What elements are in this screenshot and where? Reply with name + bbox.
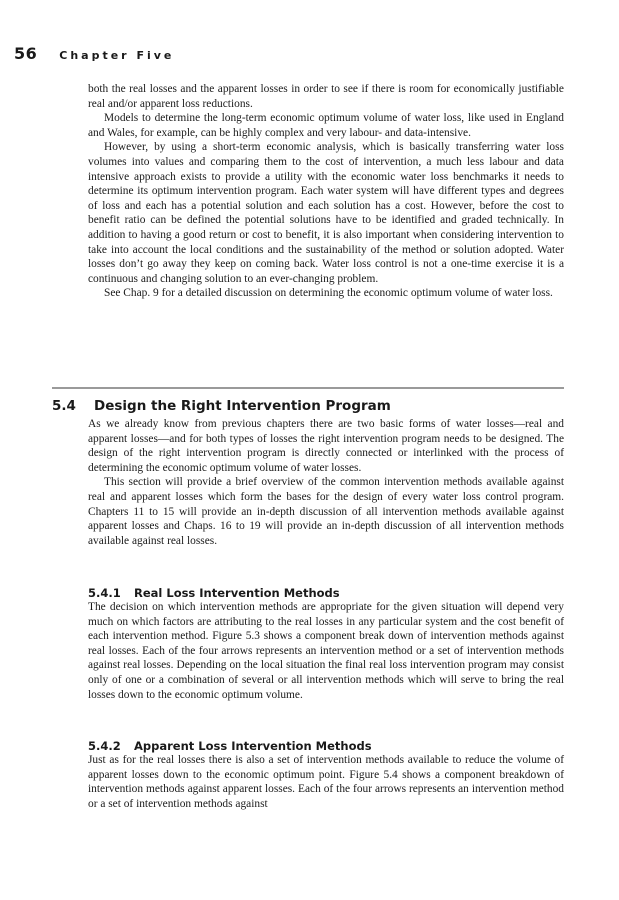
subsection-number: 5.4.1 [88, 586, 121, 600]
section-title: Design the Right Intervention Program [94, 398, 391, 414]
chapter-label: Chapter Five [59, 49, 175, 62]
subsection-heading-5-4-1 [88, 586, 340, 600]
section-heading-5-4 [52, 398, 391, 414]
section-divider [52, 387, 564, 389]
subsection-title: Real Loss Intervention Methods [134, 586, 340, 600]
paragraph: However, by using a short-term economic analysis, which is basically transferring water loss volumes into values and comparing them to the cost of intervention, a much less labour and data intensive approach exists to provide a utility with the economic water loss benchmarks it needs to determine its optimum intervention program. Each water system will have different types and degrees of loss and each has a potential solution and each solution has a cost. However, before the cost to benefit ratio can be defined the potential solutions have to be identified and graded technically. In addition to having a good return or cost to benefit, it is also important when considering intervention to take into account the local conditions and the sustainability of the method or solution adopted. Water losses don’t go away they keep on coming back. Water loss control is not a one-time exercise it is a continuous and changing solution to an ever-changing problem. [88, 141, 564, 285]
section-5-4-text [88, 417, 564, 548]
section-number: 5.4 [52, 398, 76, 414]
intro-text [88, 82, 564, 301]
paragraph: As we already know from previous chapters there are two basic forms of water losses—real and apparent losses—and for both types of losses the right intervention program needs to be designed. The design of the right intervention program is directly connected or interlinked with the process of determining the economic optimum volume of water losses. [88, 418, 564, 474]
paragraph: Models to determine the long-term economic optimum volume of water loss, like used in England and Wales, for example, can be highly complex and very labour- and data-intensive. [88, 112, 564, 139]
section-5-4-1-text [88, 600, 564, 702]
paragraph: Just as for the real losses there is also a set of intervention methods available to reduce the volume of apparent losses down to the economic optimum point. Figure 5.4 shows a component breakdown of intervention methods against apparent losses. Each of the four arrows represents an intervention method or a set of intervention methods against [88, 754, 564, 810]
paragraph: This section will provide a brief overview of the common intervention methods available against real and apparent losses which form the bases for the design of every water loss control program. Chapters 11 to 15 will provide an in-depth discussion of all intervention methods available against apparent losses and Chaps. 16 to 19 will provide an in-depth discussion of all intervention methods available against real losses. [88, 476, 564, 547]
running-head [14, 44, 174, 64]
paragraph: The decision on which intervention methods are appropriate for the given situation will depend very much on which factors are attributing to the real losses in any particular system and the cost benefit of each intervention method. Figure 5.3 shows a component break down of intervention methods against real losses. Each of the four arrows represents an intervention method or a set of intervention methods against real losses. Depending on the local situation the final real loss intervention program may consist only of one or a combination of several or all intervention methods which will serve to bring the real losses down to the economic optimum volume. [88, 601, 564, 701]
subsection-heading-5-4-2 [88, 739, 372, 753]
paragraph: both the real losses and the apparent losses in order to see if there is room for economically justifiable real and/or apparent loss reductions. [88, 83, 564, 110]
section-5-4-2-text [88, 753, 564, 811]
subsection-title: Apparent Loss Intervention Methods [134, 739, 372, 753]
page-number: 56 [14, 44, 38, 63]
subsection-number: 5.4.2 [88, 739, 121, 753]
paragraph: See Chap. 9 for a detailed discussion on determining the economic optimum volume of water loss. [104, 287, 553, 300]
